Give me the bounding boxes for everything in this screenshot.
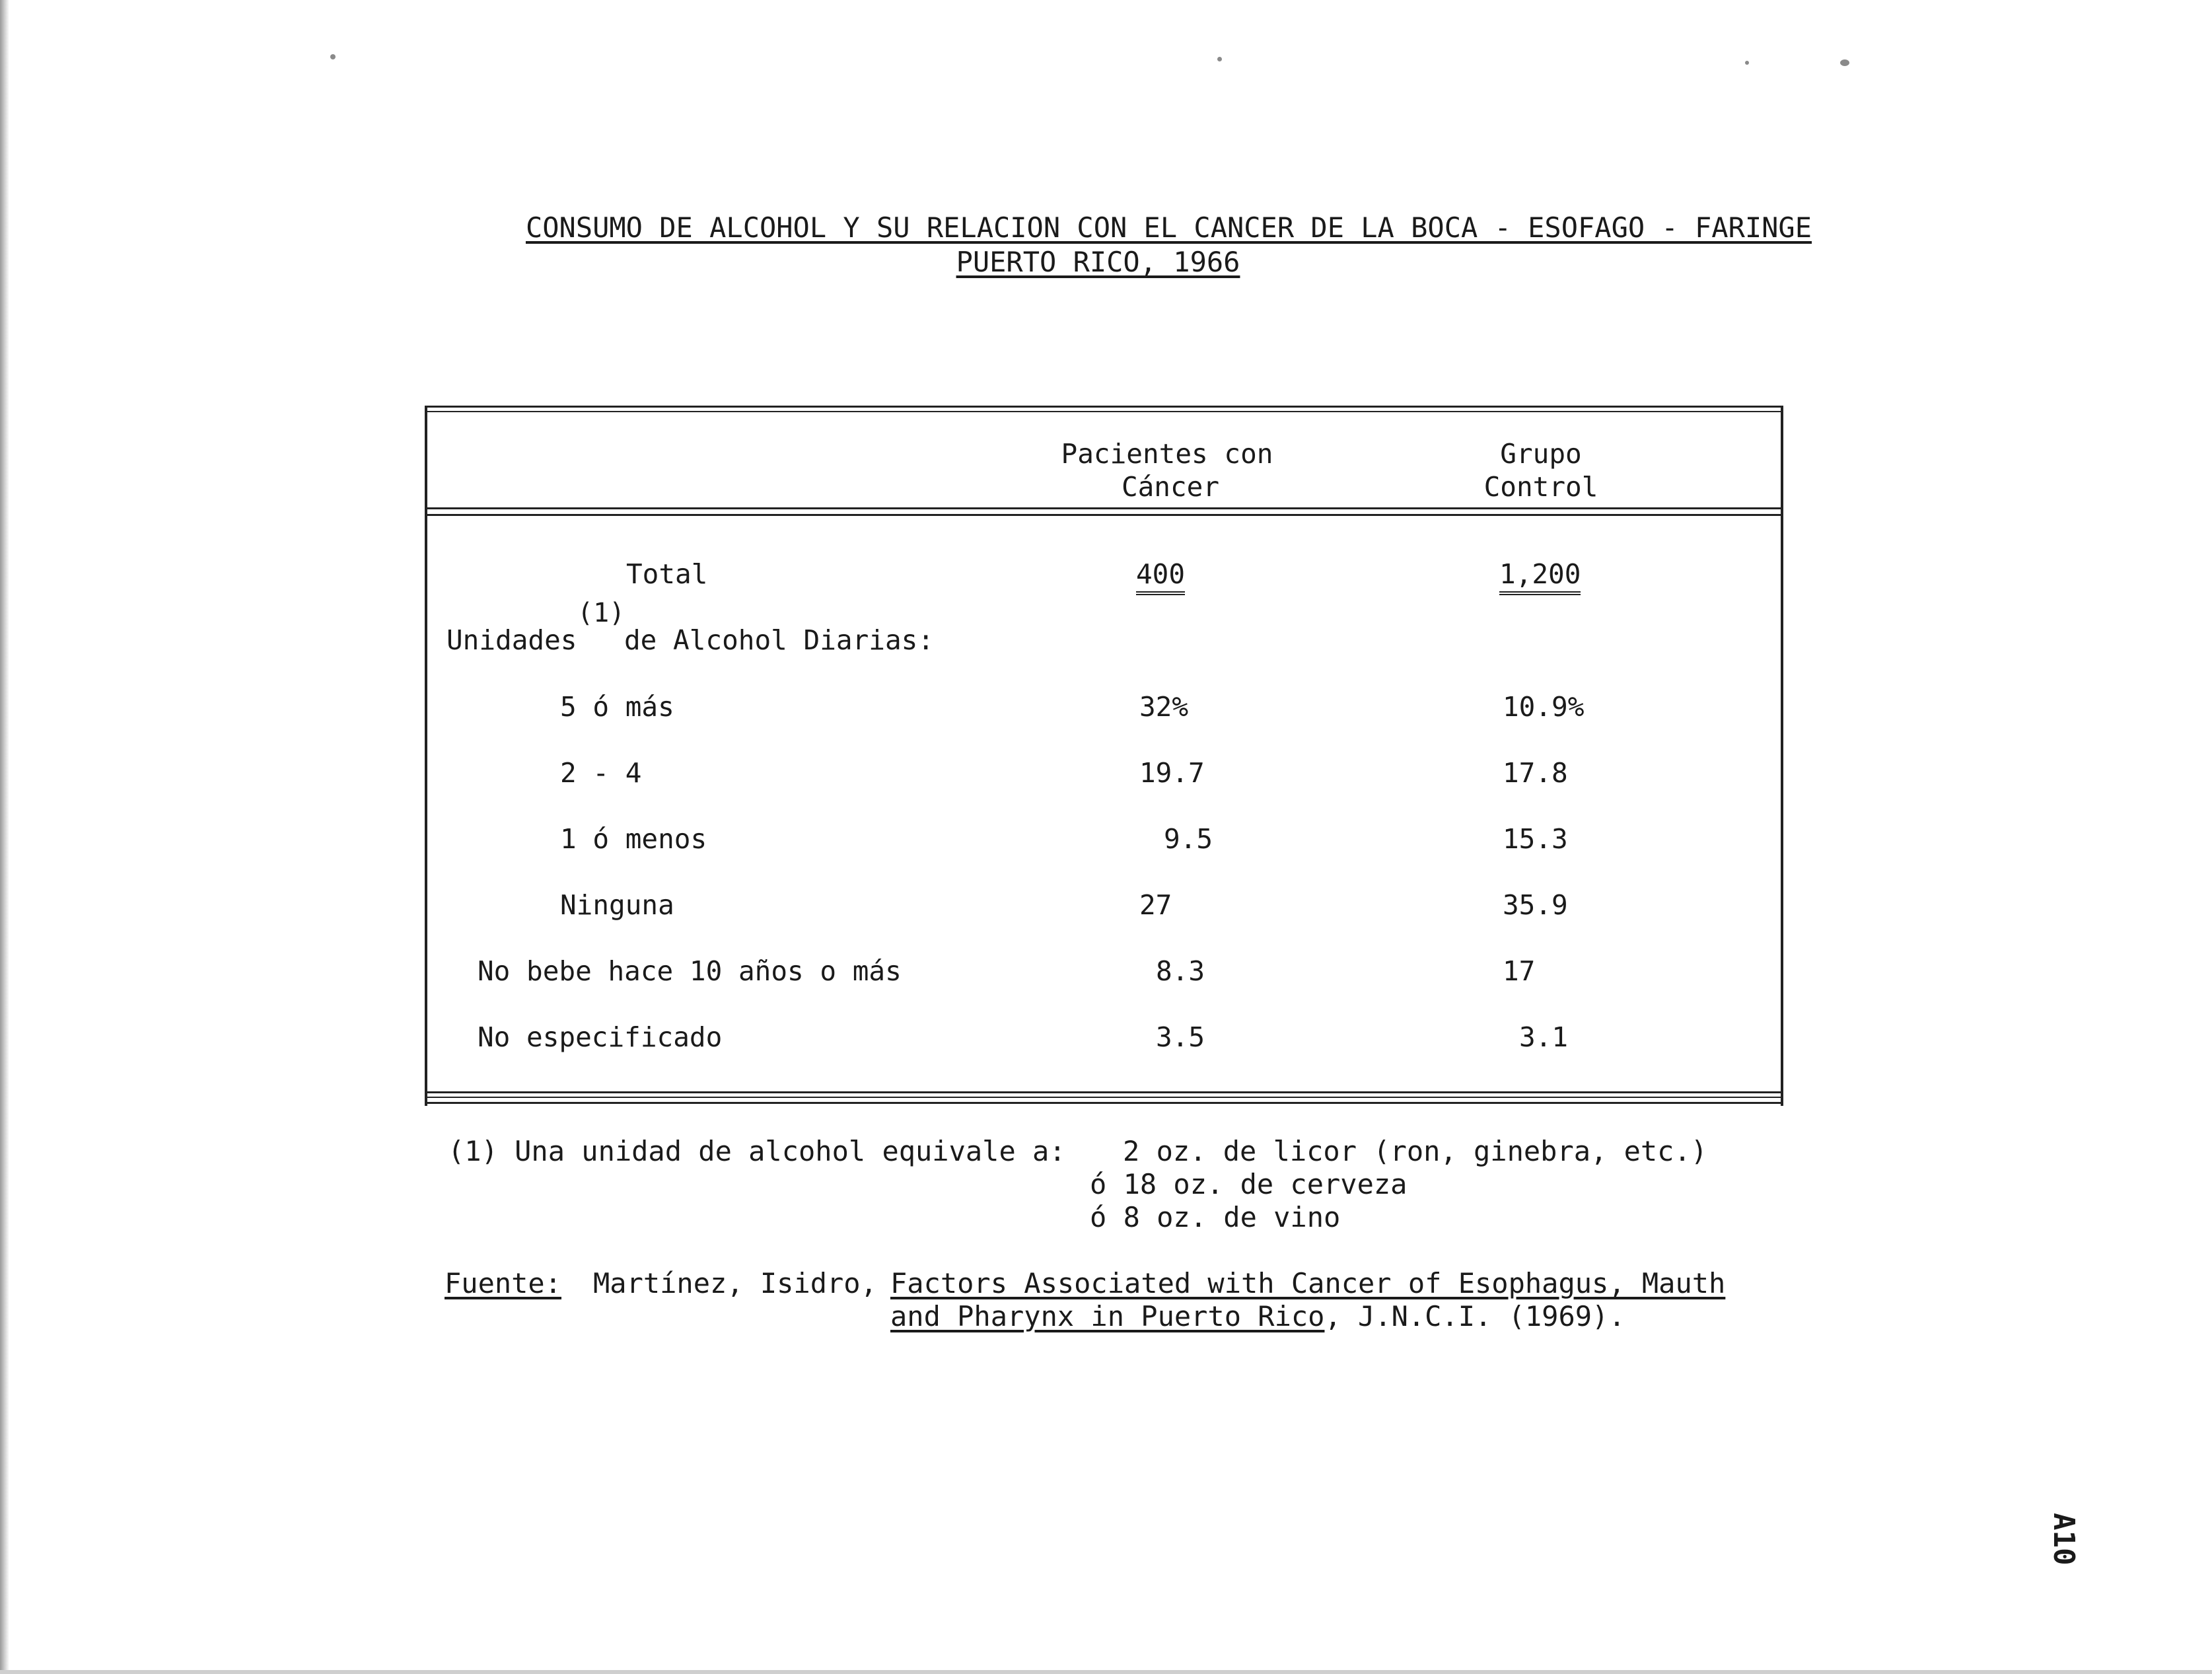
row-label: No bebe hace 10 años o más [478, 955, 902, 987]
source-citation: , J.N.C.I. (1969). [1324, 1300, 1625, 1332]
footnote-line: 2 oz. de licor (ron, ginebra, etc.) [1123, 1135, 1708, 1167]
footnote-lead: (1) Una unidad de alcohol equivale a: [448, 1135, 1066, 1167]
row-label: No especificado [478, 1021, 723, 1053]
scan-speck [1840, 59, 1849, 66]
row-label: 2 - 4 [560, 757, 642, 789]
cell-pacientes: 19.7 [1139, 757, 1205, 789]
scan-speck [1217, 57, 1222, 61]
source-label: Fuente: [445, 1267, 562, 1299]
table-rule [425, 406, 1783, 408]
table-rule [425, 1102, 1783, 1104]
cell-control: 17 [1503, 955, 1536, 987]
cell-pacientes: 8.3 [1156, 955, 1205, 987]
cell-control: 3.1 [1519, 1021, 1569, 1053]
section-label-units: Unidades [446, 624, 577, 656]
cell-pacientes: 32% [1139, 691, 1189, 723]
document-subtitle: PUERTO RICO, 1966 [956, 246, 1240, 278]
source-author: Martínez, Isidro, [593, 1267, 877, 1299]
cell-control: 17.8 [1503, 757, 1568, 789]
column-header-control: Grupo [1500, 438, 1582, 470]
column-header-pacientes: Pacientes con [1061, 438, 1273, 470]
section-label-units-rest: de Alcohol Diarias: [624, 624, 934, 656]
table-rule [425, 1091, 1783, 1093]
footnote-line: ó 18 oz. de cerveza [1090, 1168, 1408, 1200]
table-rule [425, 411, 1783, 412]
footnote-marker: (1) [577, 598, 625, 628]
table-rule [425, 507, 1783, 509]
footnote-line: ó 8 oz. de vino [1090, 1201, 1341, 1233]
total-pacientes [1136, 558, 1185, 591]
table-rule [425, 1097, 1783, 1098]
scan-speck [1745, 61, 1749, 65]
cell-control: 10.9% [1503, 691, 1585, 723]
total-pacientes-value: 400 [1136, 558, 1185, 595]
page-number: A10 [2047, 1513, 2081, 1566]
cell-control: 35.9 [1503, 889, 1568, 921]
source-title-line2-wrap [890, 1300, 1625, 1333]
document-title: CONSUMO DE ALCOHOL Y SU RELACION CON EL CANCER DE LA BOCA - ESOFAGO - FARINGE [525, 211, 1812, 244]
source-title: Factors Associated with Cancer of Esophagus, Mauth [890, 1267, 1726, 1299]
scan-speck [330, 54, 336, 59]
source-title: and Pharynx in Puerto Rico [890, 1300, 1325, 1332]
total-control-value: 1,200 [1499, 558, 1581, 595]
row-label: Ninguna [560, 889, 674, 921]
scan-bottom-edge [0, 1670, 2212, 1674]
row-label: 1 ó menos [560, 823, 707, 855]
column-header-pacientes: Cáncer [1121, 471, 1220, 503]
total-control [1499, 558, 1581, 591]
cell-pacientes: 27 [1139, 889, 1172, 921]
table-rule [425, 514, 1783, 516]
row-label: 5 ó más [560, 691, 674, 723]
column-header-control: Control [1483, 471, 1598, 503]
cell-pacientes: 9.5 [1164, 823, 1213, 855]
row-label-total: Total [626, 558, 708, 590]
cell-control: 15.3 [1503, 823, 1568, 855]
cell-pacientes: 3.5 [1156, 1021, 1205, 1053]
